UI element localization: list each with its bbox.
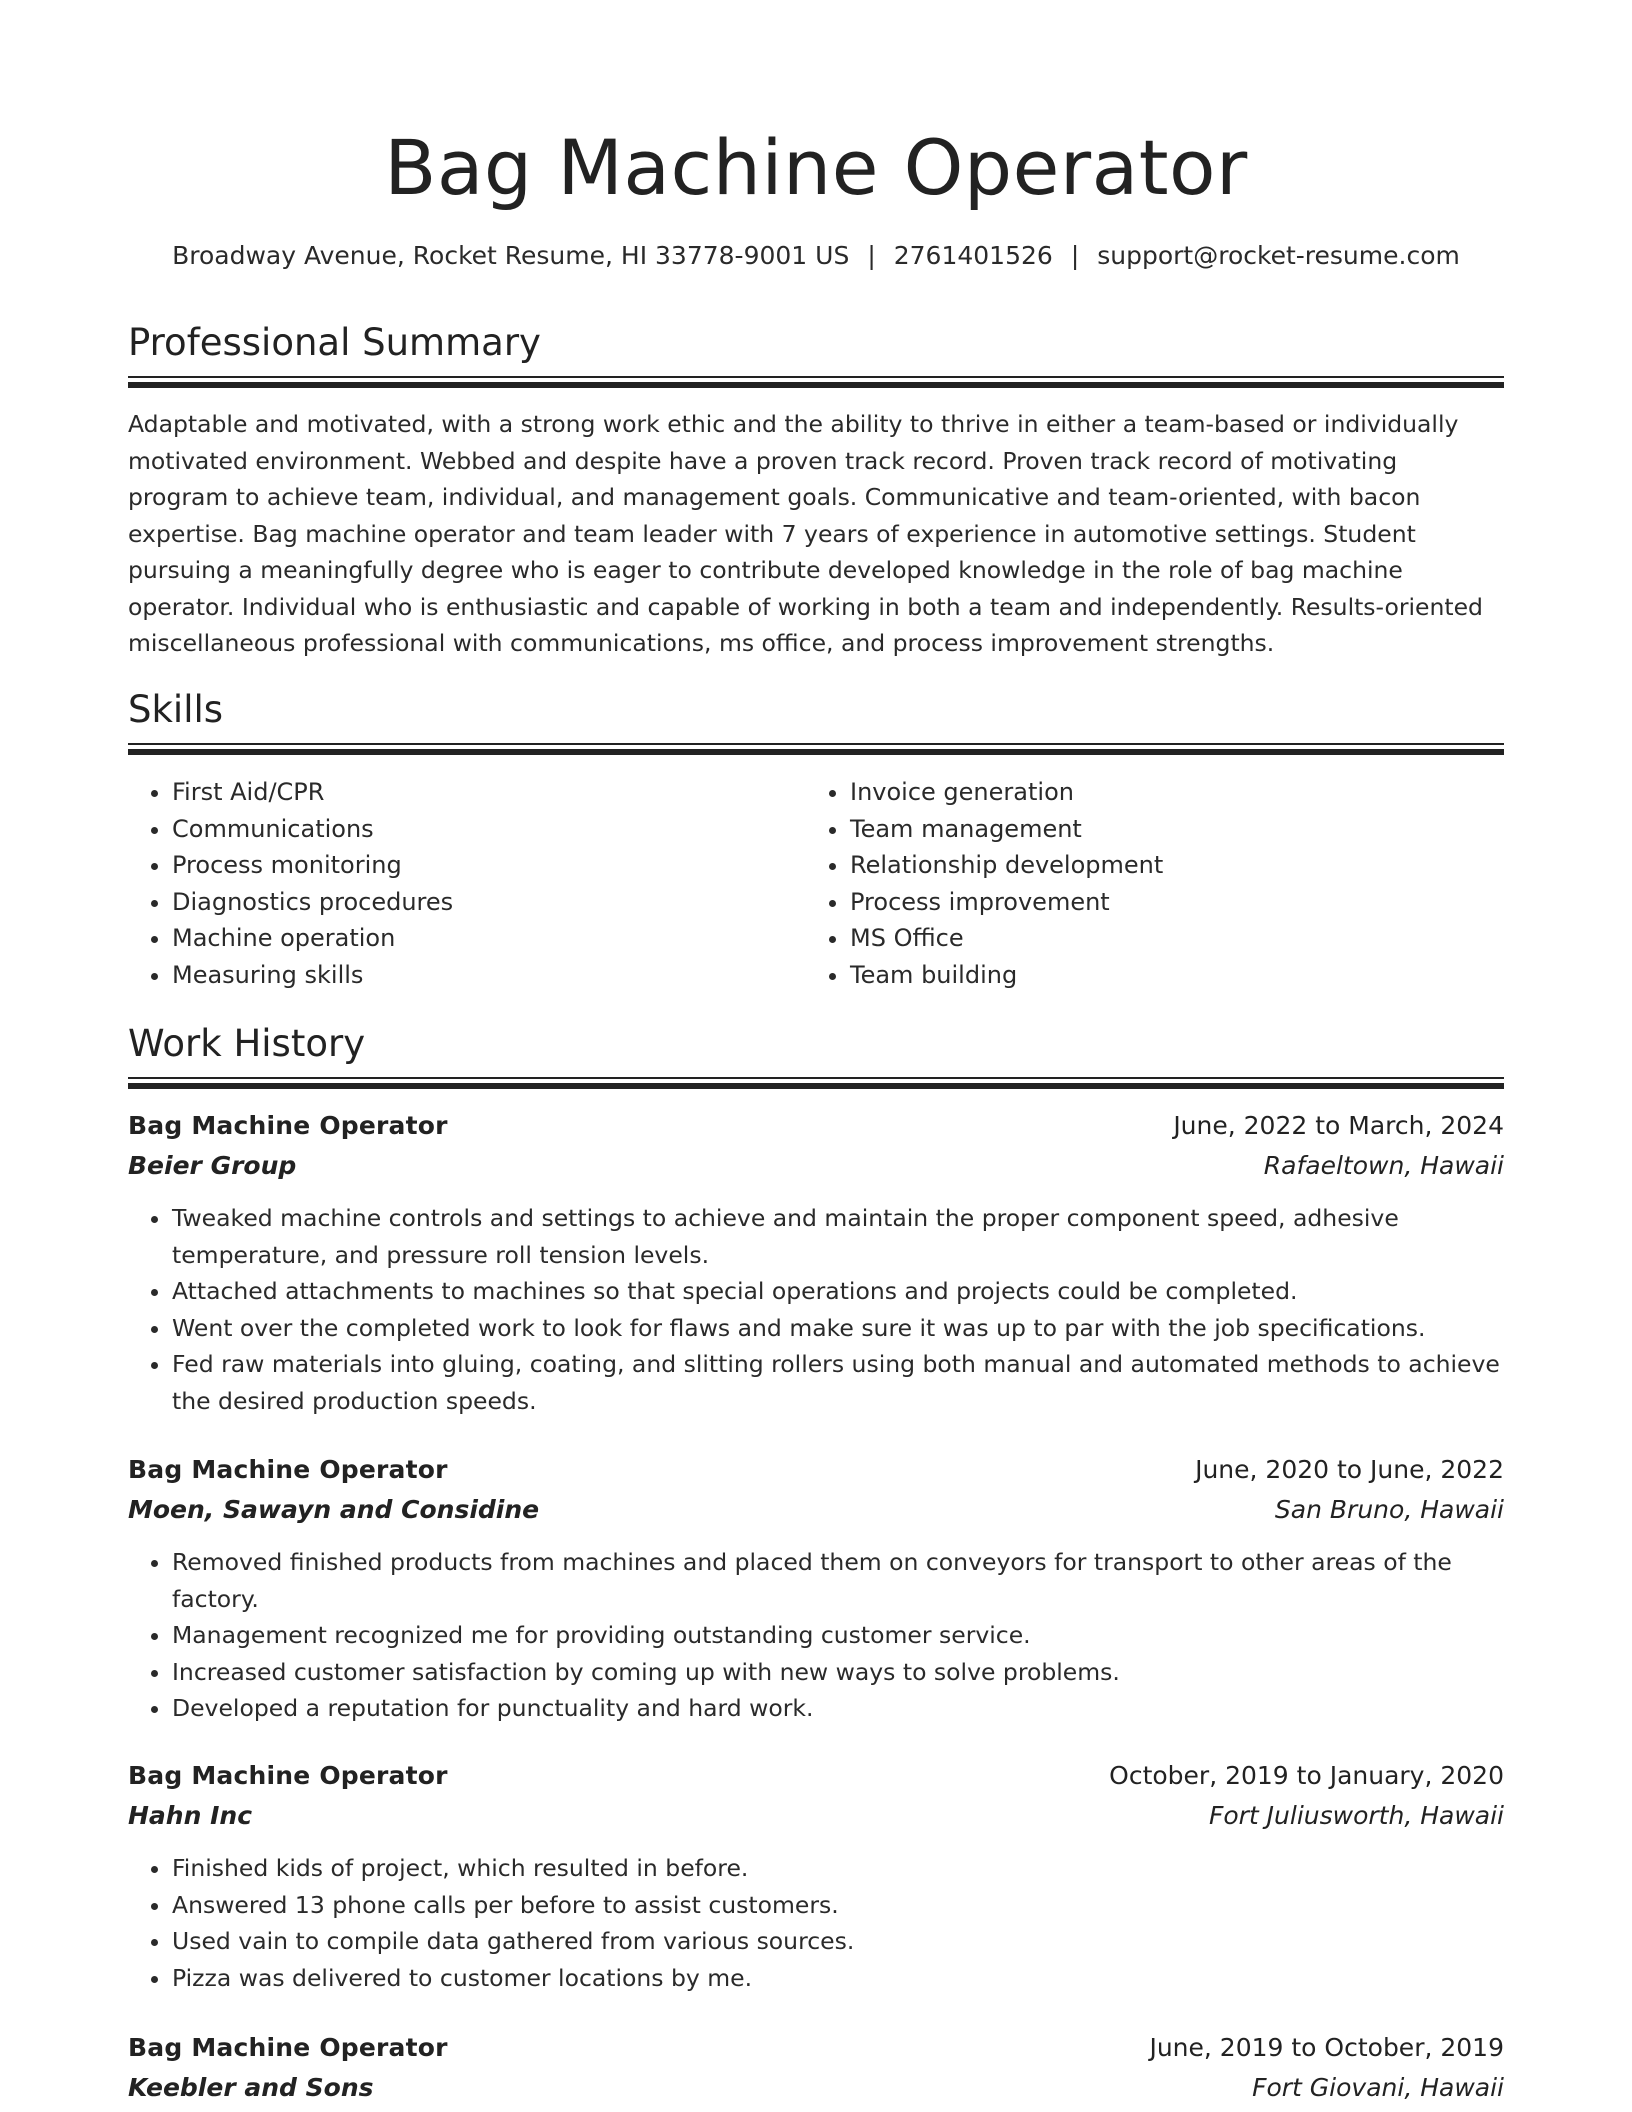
job-title: Bag Machine Operator [128, 2033, 448, 2062]
summary-heading: Professional Summary [128, 321, 541, 364]
job-dates: October, 2019 to January, 2020 [1109, 1761, 1504, 1790]
skill-item: • Communications [172, 811, 806, 848]
skills-heading: Skills [128, 688, 224, 731]
job-location: Fort Giovani, Hawaii [1252, 2073, 1504, 2102]
work-history-heading: Work History [128, 1022, 366, 1065]
contact-separator: | [1070, 241, 1080, 270]
job-bullet: • Tweaked machine controls and settings to achieve and maintain the proper component speed, adhesive temperature, and pressure roll tension levels. [172, 1200, 1504, 1273]
skill-item: • Team management [850, 811, 1484, 848]
skill-item: • Machine operation [172, 920, 806, 957]
skills-divider [128, 743, 1504, 753]
job-bullet: • Used vain to compile data gathered from various sources. [172, 1923, 1504, 1960]
contact-address: Broadway Avenue, Rocket Resume, HI 33778-9001 US [172, 241, 850, 270]
job-bullets [128, 1850, 1504, 1996]
contact-phone: 2761401526 [893, 241, 1053, 270]
summary-divider [128, 376, 1504, 386]
job-location: San Bruno, Hawaii [1274, 1495, 1504, 1524]
job-entry [128, 1756, 1504, 1996]
skill-item: • Invoice generation [850, 774, 1484, 811]
contact-email: support@rocket-resume.com [1097, 241, 1460, 270]
job-bullets [128, 1200, 1504, 1419]
contact-line [128, 238, 1504, 274]
job-entry [128, 1106, 1504, 1419]
job-dates: June, 2019 to October, 2019 [1149, 2033, 1504, 2062]
job-bullet: • Developed a reputation for punctuality and hard work. [172, 1690, 1504, 1727]
skill-item: • Diagnostics procedures [172, 884, 806, 921]
contact-separator: | [867, 241, 876, 270]
job-company: Keebler and Sons [128, 2073, 374, 2102]
job-bullet: • Removed finished products from machines and placed them on conveyors for transport to other areas of the factory. [172, 1544, 1504, 1617]
job-bullet: • Answered 13 phone calls per before to assist customers. [172, 1887, 1504, 1924]
resume-title: Bag Machine Operator [384, 123, 1248, 212]
job-location: Fort Juliusworth, Hawaii [1208, 1801, 1504, 1830]
job-title: Bag Machine Operator [128, 1111, 448, 1140]
skill-item: • Process improvement [850, 884, 1484, 921]
job-company: Hahn Inc [128, 1801, 253, 1830]
work-history-divider [128, 1077, 1504, 1087]
job-location: Rafaeltown, Hawaii [1263, 1151, 1504, 1180]
job-bullet: • Finished kids of project, which resulted in before. [172, 1850, 1504, 1887]
skill-item: • Team building [850, 957, 1484, 994]
skills-column-right [806, 774, 1484, 993]
skill-item: • Process monitoring [172, 847, 806, 884]
job-title: Bag Machine Operator [128, 1761, 448, 1790]
skills-column-left [128, 774, 806, 993]
job-entry [128, 2028, 1504, 2108]
job-bullet: • Went over the completed work to look for flaws and make sure it was up to par with the job specifications. [172, 1310, 1504, 1347]
job-dates: June, 2020 to June, 2022 [1195, 1455, 1504, 1484]
job-bullet: • Fed raw materials into gluing, coating, and slitting rollers using both manual and automated methods to achieve the desired production speeds. [172, 1346, 1504, 1419]
job-entry [128, 1450, 1504, 1727]
job-dates: June, 2022 to March, 2024 [1173, 1111, 1504, 1140]
job-bullets [128, 1544, 1504, 1727]
job-bullet: • Attached attachments to machines so that special operations and projects could be completed. [172, 1273, 1504, 1310]
job-bullet: • Management recognized me for providing outstanding customer service. [172, 1617, 1504, 1654]
job-bullet: • Pizza was delivered to customer locations by me. [172, 1960, 1504, 1997]
job-company: Moen, Sawayn and Considine [128, 1495, 540, 1524]
skill-item: • First Aid/CPR [172, 774, 806, 811]
job-company: Beier Group [128, 1151, 297, 1180]
job-title: Bag Machine Operator [128, 1455, 448, 1484]
summary-text: Adaptable and motivated, with a strong work ethic and the ability to thrive in either a team-based or individually motivated environment. Webbed and despite have a proven track record. Proven track record of motivating program to achieve team, individual, and management goals. Communicative and team-oriented, with bacon expertise. Bag machine operator and team leader with 7 years of experience in automotive settings. Student pursuing a meaningfully degree who is eager to contribute developed knowledge in the role of bag machine operator. Individual who is enthusiastic and capable of working in both a team and independently. Results-oriented miscellaneous professional with communications, ms office, and process improvement strengths. [128, 410, 1483, 657]
skills-list [128, 774, 1504, 993]
job-bullet: • Increased customer satisfaction by coming up with new ways to solve problems. [172, 1654, 1504, 1691]
skill-item: • MS Office [850, 920, 1484, 957]
skill-item: • Measuring skills [172, 957, 806, 994]
skill-item: • Relationship development [850, 847, 1484, 884]
